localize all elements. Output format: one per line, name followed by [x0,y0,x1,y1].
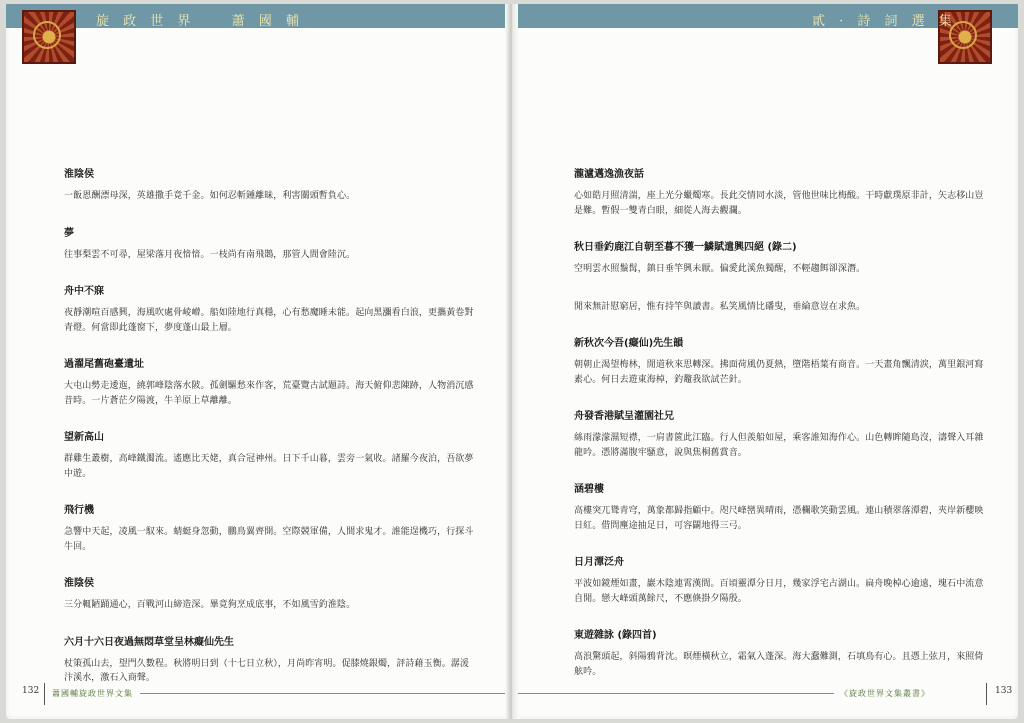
poem-body: 高樓突兀聳青穹，萬象都歸指顧中。咫尺峰巒異晴雨，憑欄歌笑動雲風。連山積翠落潭碧，夾岸新櫻映日紅。借問塵途抽足日，可容闢地得三弓。 [574,506,984,531]
right-poem-column [574,168,984,702]
right-footer-tick [986,683,987,705]
poem-entry [64,168,474,204]
poem-body: 急響中天起，凌風一馭來。蜻蜓身忽動，鵬鳥翼齊開。空際競軍備，人間求鬼才。誰能逞機巧，行探斗牛回。 [64,527,474,552]
poem-entry [574,483,984,533]
poem-entry [574,556,984,606]
left-poem-column [64,168,474,709]
poem-body: 心如皓月照清湍，座上光分蠟燭寒。長此交情同水淡，管他世味比梅酸。干時獻璞原非計，矢志移山豈是難。暫假一雙青白眼，細從人海去觀瀾。 [574,191,984,216]
poem-title: 新秋次今吾(癡仙)先生韻 [574,338,684,349]
poem-body: 群雞生叢樹，高峰鐵濁流。遙應比天姥，真合冠神州。日下千山暮，雲旁一氣收。諸羅今夜泊，吾欲夢中遊。 [64,454,474,479]
poem-body: 杖策孤山去，望門久數程。秋將明日到（十七日立秋），月尚昨宵明。促膝燒銀燭，評詩藉玉衡。潺湲汴溪水，激石入商聲。 [64,658,470,683]
poem-body: 絲雨濛濛濕短襟，一肩書篋此江臨。行人但羨船如屋，乘客誰知海作心。山色轉眸隨島沒，濤聲入耳雜龍吟。憑將滿腹牢騷意，說與焦桐舊賞音。 [574,433,984,458]
left-footer-tick [44,683,45,705]
poem-entry [64,636,474,686]
poem-body: 朝朝止渴望梅林，閒道秋來思轉深。拂面荷風仍夏熱，墮階梧葉有商音。一天畫角飄清淚，萬里銀河寫素心。何日去遊東海棹，釣鼇我欲試芒針。 [574,360,984,385]
poem-title: 夢 [64,227,74,239]
poem-body: 高浪驚頭起，斜陽鴉背沈。暝煙橫秋立，霜氣入蓬深。海大蠢難測，石填鳥有心。且憑上弦月，來照倚舷吟。 [574,652,984,677]
left-page-number: 132 [22,686,40,696]
poem-body: 夜靜潮喧百感興，海風吹處骨崚嶒。船如陸地行真穩，心有愁魔睡未能。起向黑瀰看白浪，更攜黃卷對青燈。何當即此蓬窗下，夢度蓬山最上層。 [64,308,474,333]
poem-title: 秋日垂釣鹿江自朝至暮不獲一鱗賦遣興四絕 (錄二) [574,242,797,253]
poem-body: 平波如鏡煙如畫，巖木陰連霄漢間。百頃靈潭分日月，幾家浮宅占湖山。扁舟晚棹心逾遠，塊石中流意自閒。戀大峰頭萬餘尺，不應倏掛夕陽殷。 [574,579,984,604]
poem-title: 過濯尾舊砲臺遺址 [64,359,144,370]
right-footer-text: 《旋政世界文集叢書》 [840,689,930,698]
poem-entry [64,227,474,263]
poem-entry [64,285,474,335]
right-header-title: 貳 · 詩 詞 選 集 [812,14,957,29]
poem-title: 東遊雜詠 (錄四首) [574,630,657,641]
poem-body: 一飯恩酬漂母深，英雄撒手竟千金。如何忍斬鍾離昧，利害關頭暫負心。 [64,191,356,201]
poem-entry [64,577,474,613]
poem-entry [64,431,474,481]
left-emblem-icon [22,10,76,64]
poem-title: 淮陰侯 [64,169,94,180]
poem-body: 閒來無計慰窮居，惟有持竿與讀書。私笑風情比磻叟，垂綸意豈在求魚。 [574,301,866,312]
right-footer-rule [518,693,834,694]
poem-title: 淮陰侯 [64,578,94,589]
poem-entry [574,168,984,218]
poem-title: 望新高山 [64,432,104,443]
poem-body: 大屯山勢走逶迤，繞郭峰陰落水陂。孤劍驅愁來作客，荒臺覽古試題詩。海天俯仰悲陳跡，人物消沉感昔時。一片蒼茫夕陽渡，牛羊原上草離離。 [64,381,474,406]
poem-entry [64,504,474,554]
poem-title: 日月潭泛舟 [574,557,624,568]
poem-title: 六月十六日夜過無悶草堂呈林癡仙先生 [64,636,234,648]
poem-body: 往事梨雲不可尋，屋梁落月夜愔愔。一枝尚有南飛鵲，那管人間會陸沉。 [64,249,356,260]
left-footer-rule [140,693,505,694]
poem-title: 飛行機 [64,505,94,516]
poem-entry [574,410,984,460]
left-header-title: 旋 政 世 界 蕭 國 輔 [96,14,304,29]
poem-entry [574,300,984,315]
poem-title: 瀧瀘邁逸漁夜話 [574,169,644,180]
poem-title: 涵碧樓 [574,484,604,495]
book-gutter [505,4,519,719]
poem-entry [574,241,984,277]
poem-entry [574,337,984,387]
right-page-number: 133 [995,686,1013,696]
poem-entry [64,358,474,408]
left-footer-text: 蕭國輔旋政世界文集 [52,689,133,698]
poem-title: 舟發香港賦呈灌園社兄 [574,411,674,422]
poem-entry [574,629,984,679]
poem-title: 舟中不寐 [64,286,104,297]
poem-body: 空明雲水照鬚髯，鎮日垂竿興未厭。偏愛此溪魚獨醒，不輕趨餌卻深潛。 [574,264,866,274]
poem-body: 三分輒陋踊通心，百戰河山締造深。畢竟狗烹成底事，不如風雪釣淮陰。 [64,600,356,610]
